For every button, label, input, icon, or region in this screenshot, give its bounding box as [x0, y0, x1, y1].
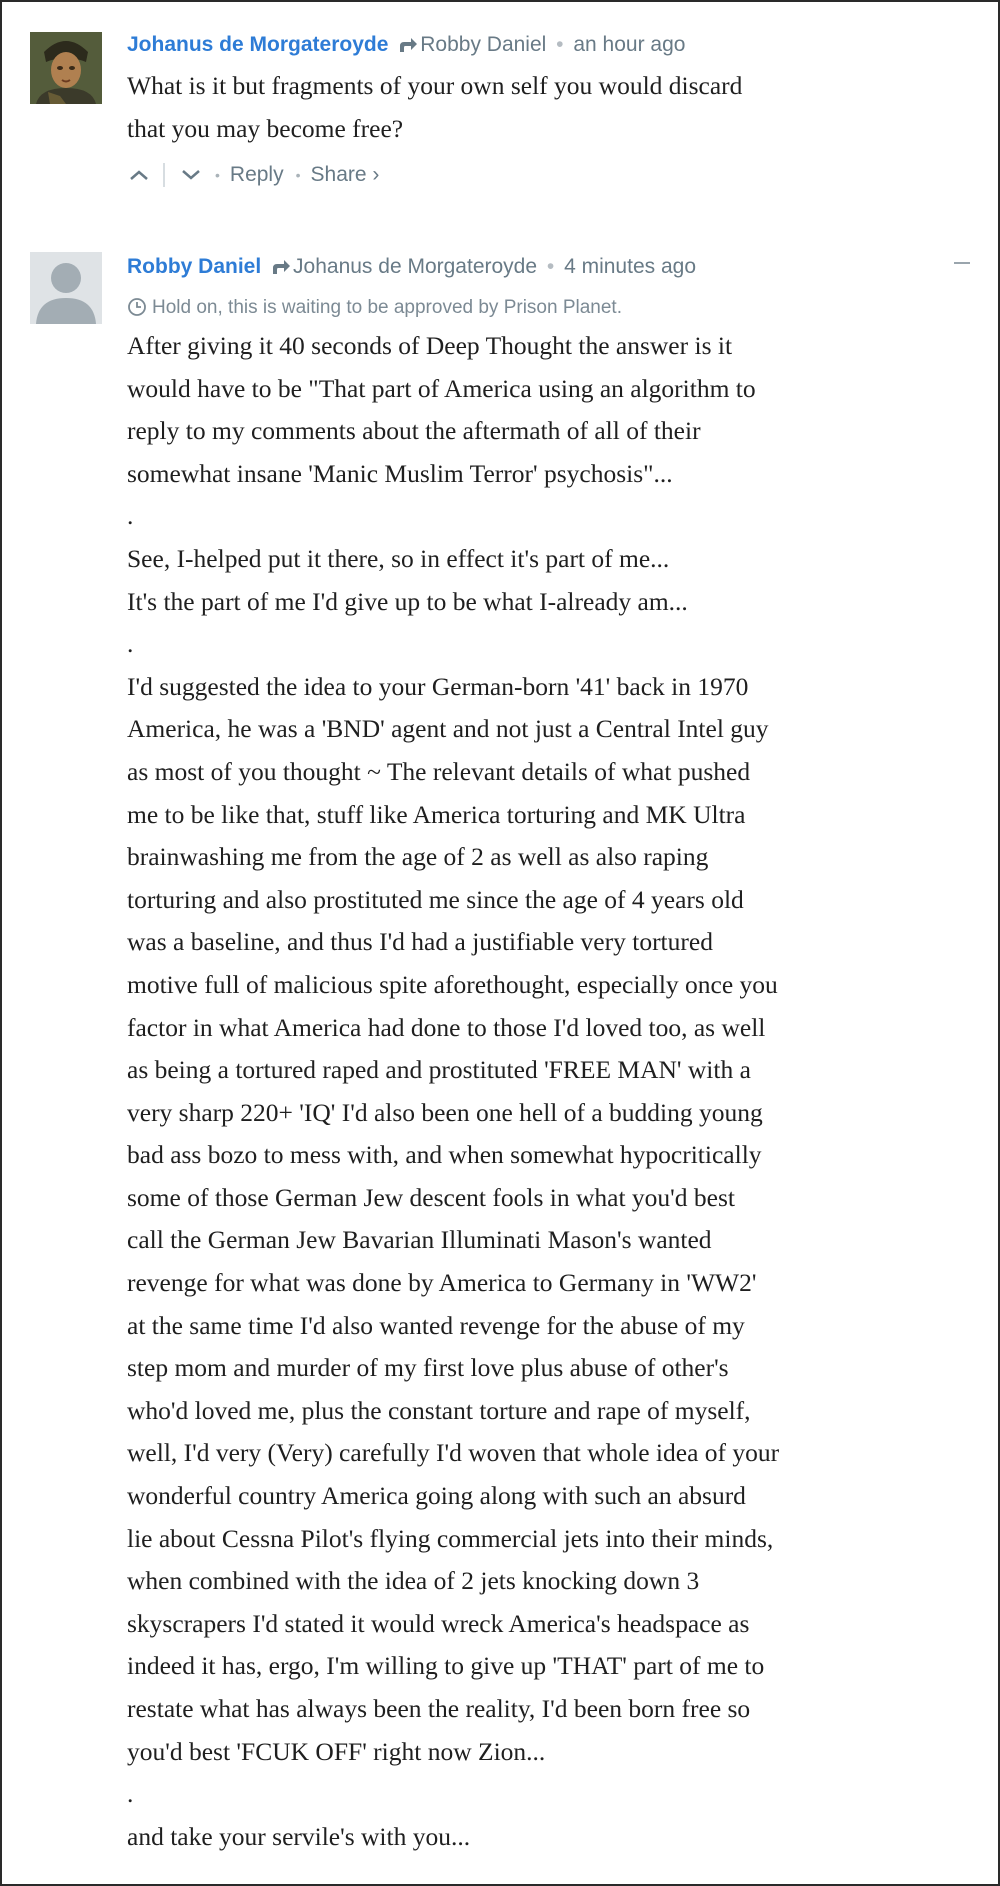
text-line: I'd suggested the idea to your German-born '41' back in 1970: [127, 671, 749, 701]
text-line: would have to be "That part of America using an algorithm to: [127, 373, 756, 403]
text-line: motive full of malicious spite aforethought, especially once you: [127, 969, 778, 999]
separator-dot: •: [546, 255, 555, 278]
comment-text: [127, 65, 970, 150]
text-line: somewhat insane 'Manic Muslim Terror' psychosis"...: [127, 458, 673, 488]
text-line: It's the part of me I'd give up to be what I-already am...: [127, 586, 688, 616]
portrait-avatar[interactable]: [30, 32, 102, 104]
author-name[interactable]: Robby Daniel: [127, 255, 262, 278]
vote-divider: [163, 163, 165, 187]
share-button[interactable]: Share ›: [310, 163, 380, 187]
reply-to-name[interactable]: Robby Daniel: [420, 33, 547, 56]
text-line: .: [127, 629, 134, 659]
reply-to-name[interactable]: Johanus de Morgateroyde: [293, 255, 538, 278]
text-line: reply to my comments about the aftermath of all of their: [127, 416, 701, 446]
timestamp[interactable]: 4 minutes ago: [564, 255, 696, 278]
separator-dot: •: [556, 33, 564, 56]
text-line: me to be like that, stuff like America torturing and MK Ultra: [127, 799, 746, 829]
text-line: and take your servile's with you...: [127, 1821, 471, 1851]
reply-arrow-icon: [271, 255, 291, 285]
text-line: very sharp 220+ 'IQ' I'd also been one hell of a budding young: [127, 1097, 763, 1127]
separator-dot: •: [295, 167, 301, 184]
clock-icon: [127, 297, 147, 327]
text-line: lie about Cessna Pilot's flying commercial jets into their minds,: [127, 1523, 774, 1553]
text-line: call the German Jew Bavarian Illuminati Mason's wanted: [127, 1225, 712, 1255]
comment-meta: [127, 252, 970, 285]
separator-dot: •: [215, 167, 220, 184]
text-line: restate what has always been the reality, I'd been born free so: [127, 1694, 751, 1723]
comment-meta: [127, 30, 970, 63]
text-line: factor in what America had done to those I'd loved too, as well: [127, 1012, 766, 1042]
text-line: who'd loved me, plus the constant torture and rape of myself,: [127, 1395, 751, 1425]
pending-approval-notice: [127, 293, 970, 327]
reply-button[interactable]: Reply: [229, 163, 284, 187]
text-line: as most of you thought ~ The relevant details of what pushed: [127, 756, 751, 786]
timestamp[interactable]: an hour ago: [573, 33, 686, 56]
text-line: step mom and murder of my first love plus abuse of other's: [127, 1353, 729, 1383]
text-line: skyscrapers I'd stated it would wreck America's headspace as: [127, 1608, 750, 1638]
pending-text: Hold on, this is waiting to be approved by Prison Planet.: [152, 297, 622, 318]
chevron-up-icon[interactable]: [127, 163, 151, 187]
text-line: torturing and also prostituted me since the age of 4 years old: [127, 884, 744, 914]
text-line: was a baseline, and thus I'd had a justifiable very tortured: [127, 927, 713, 957]
text-line: revenge for what was done by America to Germany in 'WW2': [127, 1268, 757, 1298]
author-name[interactable]: Johanus de Morgateroyde: [127, 33, 389, 56]
text-line: as being a tortured raped and prostituted 'FREE MAN' with a: [127, 1055, 751, 1085]
chevron-down-icon[interactable]: [179, 163, 203, 187]
comment-actions: [127, 160, 970, 190]
text-line: See, I-helped put it there, so in effect it's part of me...: [127, 543, 670, 573]
text-line: bad ass bozo to mess with, and when somewhat hypocritically: [127, 1140, 762, 1170]
text-line: that you may become free?: [127, 113, 404, 143]
default-avatar[interactable]: [30, 252, 102, 324]
text-line: .: [127, 501, 134, 531]
text-line: .: [127, 1779, 134, 1809]
text-line: at the same time I'd also wanted revenge for the abuse of my: [127, 1310, 745, 1340]
text-line: brainwashing me from the age of 2 as well as also raping: [127, 842, 709, 872]
text-line: when combined with the idea of 2 jets knocking down 3: [127, 1566, 700, 1596]
text-line: some of those German Jew descent fools in what you'd best: [127, 1182, 735, 1212]
reply-arrow-icon: [398, 33, 418, 63]
text-line: After giving it 40 seconds of Deep Thought the answer is it: [127, 331, 733, 360]
text-line: What is it but fragments of your own self you would discard: [127, 71, 743, 100]
comment-text: [127, 325, 970, 1858]
text-line: well, I'd very (Very) carefully I'd woven that whole idea of your: [127, 1438, 780, 1468]
text-line: you'd best 'FCUK OFF' right now Zion...: [127, 1736, 546, 1766]
text-line: America, he was a 'BND' agent and not just a Central Intel guy: [127, 714, 769, 744]
text-line: indeed it has, ergo, I'm willing to give up 'THAT' part of me to: [127, 1651, 765, 1681]
text-line: wonderful country America going along with such an absurd: [127, 1481, 746, 1511]
